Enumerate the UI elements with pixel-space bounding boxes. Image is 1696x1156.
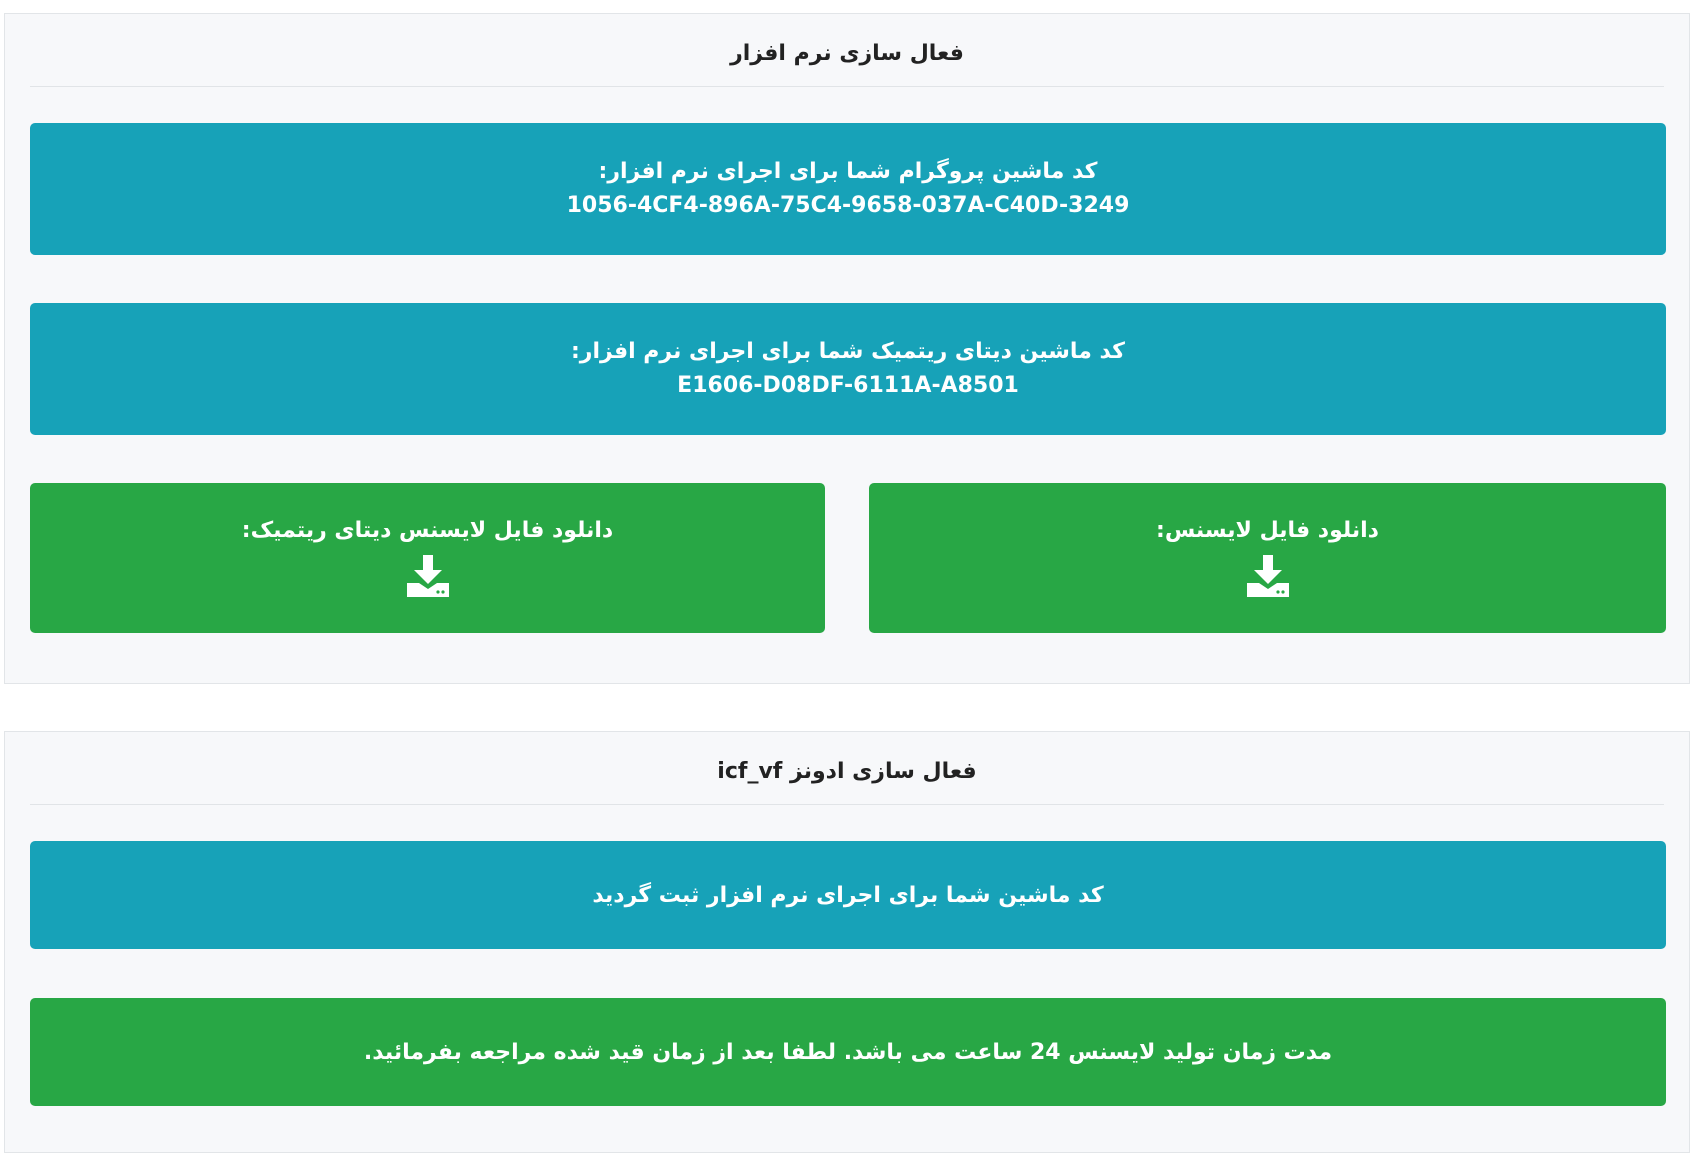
software-activation-card — [4, 13, 1690, 684]
addon-activation-card — [4, 731, 1690, 1153]
machine-code-registered-text: کد ماشین شما برای اجرای نرم افزار ثبت گردید — [592, 882, 1104, 908]
download-data-license-button[interactable] — [30, 483, 825, 633]
download-license-button[interactable] — [869, 483, 1666, 633]
data-machine-code-label: کد ماشین دیتای ریتمیک شما برای اجرای نرم افزار: — [571, 339, 1125, 364]
license-time-alert — [30, 998, 1666, 1106]
data-machine-code-alert — [30, 303, 1666, 435]
card-divider — [30, 804, 1664, 805]
download-icon — [405, 553, 451, 599]
license-time-text: مدت زمان تولید لایسنس 24 ساعت می باشد. لطفا بعد از زمان قید شده مراجعه بفرمائید. — [363, 1039, 1333, 1065]
card-divider — [30, 86, 1664, 87]
download-data-license-label: دانلود فایل لایسنس دیتای ریتمیک: — [241, 517, 614, 543]
addon-activation-title: فعال سازی ادونز icf_vf — [717, 759, 977, 784]
program-machine-code-alert — [30, 123, 1666, 255]
software-activation-title: فعال سازی نرم افزار — [730, 41, 964, 66]
program-machine-code-label: کد ماشین پروگرام شما برای اجرای نرم افزار: — [598, 159, 1098, 184]
program-machine-code-value: 1056-4CF4-896A-75C4-9658-037A-C40D-3249 — [566, 193, 1130, 218]
download-icon — [1245, 553, 1291, 599]
download-license-label: دانلود فایل لایسنس: — [1156, 517, 1379, 543]
data-machine-code-value: E1606-D08DF-6111A-A8501 — [677, 373, 1019, 398]
machine-code-registered-alert — [30, 841, 1666, 949]
